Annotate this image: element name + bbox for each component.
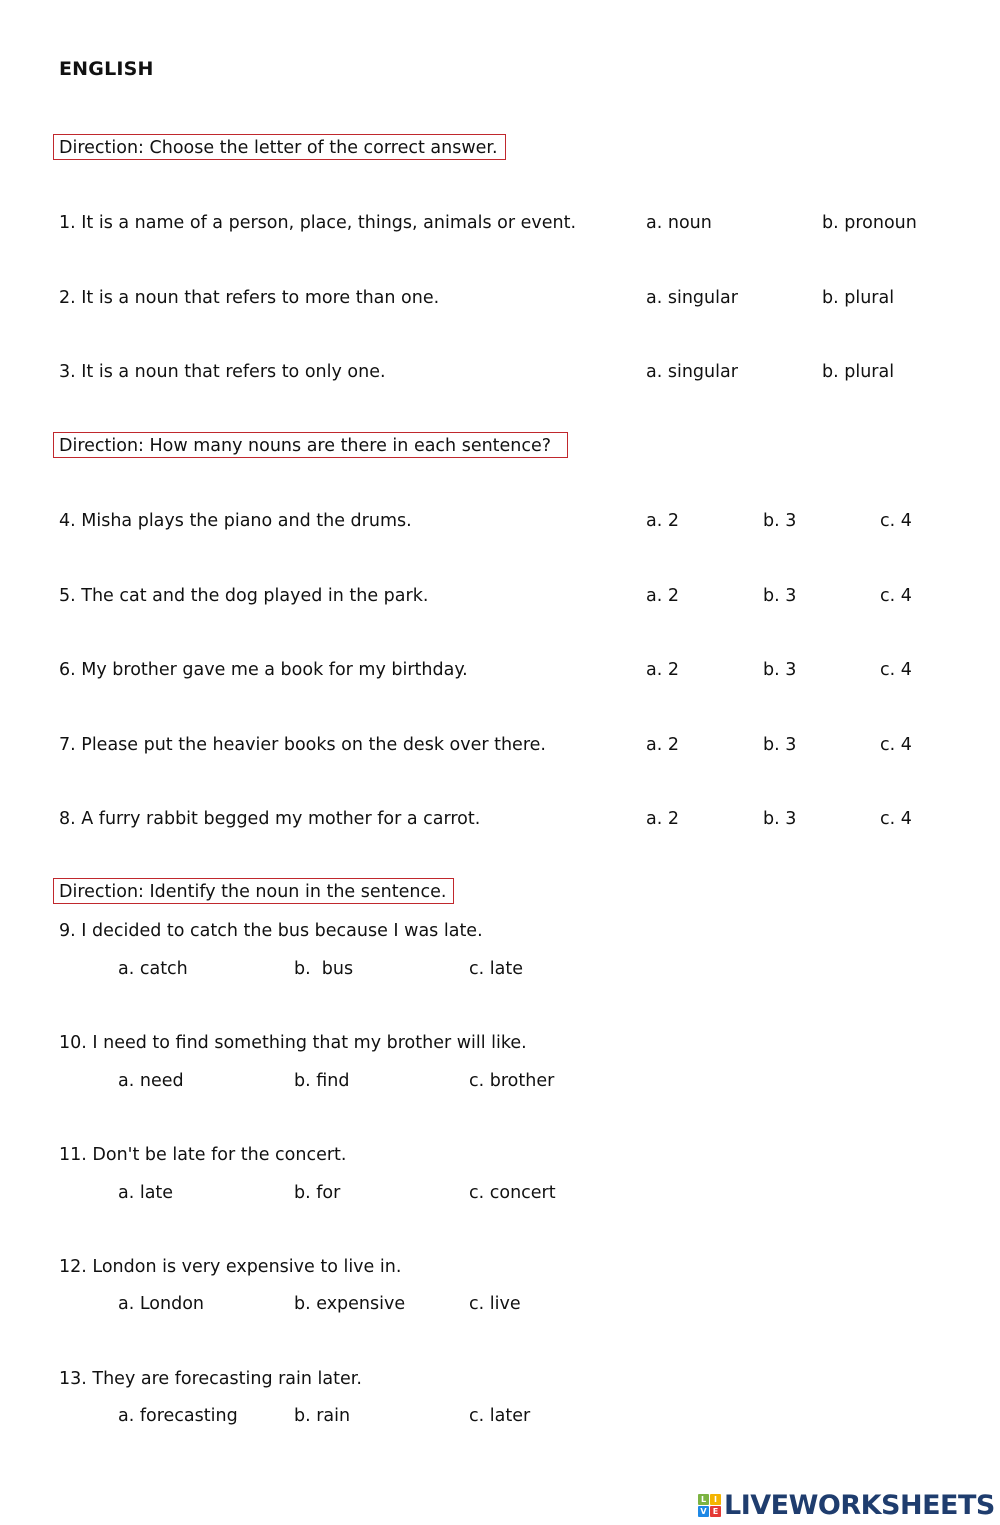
option-11b[interactable]: b. for [294, 1183, 341, 1203]
logo-tile-i: I [710, 1494, 721, 1505]
option-6c[interactable]: c. 4 [880, 660, 912, 680]
question-7: 7. Please put the heavier books on the desk over there. [59, 735, 546, 755]
option-12a[interactable]: a. London [118, 1294, 204, 1314]
option-8a[interactable]: a. 2 [646, 809, 679, 829]
option-5c[interactable]: c. 4 [880, 586, 912, 606]
option-1a[interactable]: a. noun [646, 213, 712, 233]
direction-text: Direction: Choose the letter of the correct answer. [59, 138, 498, 158]
direction-text: Direction: Identify the noun in the sentence. [59, 882, 447, 902]
liveworksheets-logo [698, 1490, 995, 1521]
option-7b[interactable]: b. 3 [763, 735, 797, 755]
option-6b[interactable]: b. 3 [763, 660, 797, 680]
option-4a[interactable]: a. 2 [646, 511, 679, 531]
option-4c[interactable]: c. 4 [880, 511, 912, 531]
option-3b[interactable]: b. plural [822, 362, 895, 382]
option-4b[interactable]: b. 3 [763, 511, 797, 531]
option-10a[interactable]: a. need [118, 1071, 184, 1091]
logo-tile-l: L [698, 1494, 709, 1505]
question-13: 13. They are forecasting rain later. [59, 1369, 362, 1389]
direction-box-2 [53, 432, 568, 458]
direction-box-3 [53, 878, 454, 904]
option-5a[interactable]: a. 2 [646, 586, 679, 606]
question-1: 1. It is a name of a person, place, things, animals or event. [59, 213, 577, 233]
option-1b[interactable]: b. pronoun [822, 213, 917, 233]
option-8c[interactable]: c. 4 [880, 809, 912, 829]
question-9: 9. I decided to catch the bus because I was late. [59, 921, 483, 941]
option-10c[interactable]: c. brother [469, 1071, 555, 1091]
option-2b[interactable]: b. plural [822, 288, 895, 308]
question-11: 11. Don't be late for the concert. [59, 1145, 347, 1165]
direction-text: Direction: How many nouns are there in each sentence? [59, 436, 552, 456]
option-8b[interactable]: b. 3 [763, 809, 797, 829]
question-3: 3. It is a noun that refers to only one. [59, 362, 386, 382]
question-10: 10. I need to find something that my brother will like. [59, 1033, 527, 1053]
option-5b[interactable]: b. 3 [763, 586, 797, 606]
option-13c[interactable]: c. later [469, 1406, 531, 1426]
direction-box-1 [53, 134, 506, 160]
option-12c[interactable]: c. live [469, 1294, 521, 1314]
option-12b[interactable]: b. expensive [294, 1294, 406, 1314]
option-9c[interactable]: c. late [469, 959, 523, 979]
option-9a[interactable]: a. catch [118, 959, 188, 979]
logo-tile-e: E [710, 1506, 721, 1517]
option-13b[interactable]: b. rain [294, 1406, 351, 1426]
option-3a[interactable]: a. singular [646, 362, 738, 382]
question-5: 5. The cat and the dog played in the park. [59, 586, 429, 606]
question-2: 2. It is a noun that refers to more than one. [59, 288, 440, 308]
logo-tile-v: V [698, 1506, 709, 1517]
logo-text: LIVEWORKSHEETS [724, 1490, 995, 1521]
option-10b[interactable]: b. find [294, 1071, 350, 1091]
option-11c[interactable]: c. concert [469, 1183, 556, 1203]
question-8: 8. A furry rabbit begged my mother for a carrot. [59, 809, 481, 829]
option-13a[interactable]: a. forecasting [118, 1406, 238, 1426]
question-6: 6. My brother gave me a book for my birthday. [59, 660, 468, 680]
option-11a[interactable]: a. late [118, 1183, 174, 1203]
option-7a[interactable]: a. 2 [646, 735, 679, 755]
option-6a[interactable]: a. 2 [646, 660, 679, 680]
logo-tiles-icon [698, 1494, 721, 1517]
option-9b[interactable]: b. bus [294, 959, 354, 979]
worksheet-title: ENGLISH [59, 58, 154, 80]
option-2a[interactable]: a. singular [646, 288, 738, 308]
question-4: 4. Misha plays the piano and the drums. [59, 511, 412, 531]
question-12: 12. London is very expensive to live in. [59, 1257, 402, 1277]
option-7c[interactable]: c. 4 [880, 735, 912, 755]
